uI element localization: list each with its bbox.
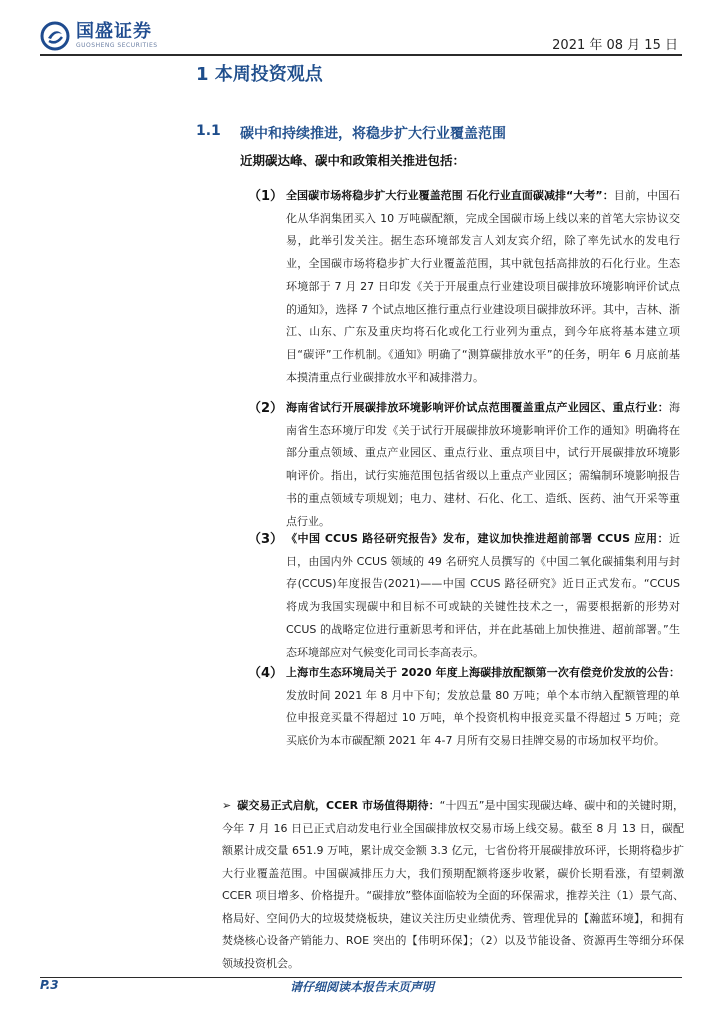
logo-icon: [40, 21, 70, 51]
item-text: 海南省生态环境厅印发《关于试行开展碳排放环境影响评价工作的通知》明确将在部分重点领域、重点产业园区、重点行业、重点项目中，试行开展碳排放环境影响评价。指出，试行实施范围包括省级以上重点产业园区；需编制环境影响报告书的重点领域专项规划；电力、建材、石化、化工、造纸、医药、油气开采等重点行业。: [286, 401, 680, 528]
item-number: （1）: [248, 189, 284, 204]
item-body: [286, 528, 680, 664]
item-title: 海南省试行开展碳排放环境影响评价试点范围覆盖重点产业园区、重点行业：: [286, 401, 669, 414]
item-text: 近日，由国内外 CCUS 领域的 49 名研究人员撰写的《中国二氧化碳捕集利用与封存(CCUS)年度报告(2021)——中国 CCUS 路径研究》近日正式发布。“CCUS 将成为我国实现碳中和目标不可或缺的关键性技术之一，需要根据新的形势对 CCUS 的战略定位进行重新思考和评估，并在此基础上加快推进、超前部署。”生态环境部应对气候变化司司长李高表示。: [286, 532, 680, 659]
item-body: [286, 662, 680, 753]
investment-summary: [222, 795, 684, 975]
item-body: [286, 185, 680, 389]
summary-title: 碳交易正式启航，CCER 市场值得期待：: [237, 799, 440, 812]
report-date: 2021 年 08 月 15 日: [552, 38, 678, 53]
lead-paragraph: 近期碳达峰、碳中和政策相关推进包括：: [240, 153, 466, 168]
summary-text: “十四五”是中国实现碳达峰、碳中和的关键时期，今年 7 月 16 日已正式启动发电行业全国碳排放权交易市场上线交易。截至 8 月 13 日，碳配额累计成交量 651.9 万吨，累计成交金额 3.3 亿元，七省份将开展碳排放环评，长期将稳步扩大行业覆盖范围。中国碳减排压力大，我们预期配额将逐步收紧，碳价长期看涨，有望刺激 CCER 项目增多、价格提升。“碳排放”整体面临较为全面的环保需求，推荐关注（1）景气高、格局好、空间仍大的垃圾焚烧板块，建议关注历史业绩优秀、管理优异的【瀚蓝环境】，和拥有焚烧核心设备产销能力、ROE 突出的【伟明环保】；（2）以及节能设备、资源再生等细分环保领域投资机会。: [222, 799, 684, 970]
item-title: 《中国 CCUS 路径研究报告》发布，建议加快推进超前部署 CCUS 应用：: [286, 532, 669, 545]
logo-name-en: GUOSHENG SECURITIES: [76, 42, 158, 49]
subsection-title: 碳中和持续推进，将稳步扩大行业覆盖范围: [240, 126, 506, 142]
item-text: 目前，中国石化从华润集团买入 10 万吨碳配额，完成全国碳市场上线以来的首笔大宗协议交易，此举引发关注。据生态环境部发言人刘友宾介绍，除了率先试水的发电行业，全国碳市场将稳步扩大行业覆盖范围，其中就包括高排放的石化行业。生态环境部于 7 月 27 日印发《关于开展重点行业建设项目碳排放环境影响评价试点的通知》，选择 7 个试点地区推行重点行业建设项目碳排放环评。其中，吉林、浙江、山东、广东及重庆均将石化或化工行业列为重点，到今年底将基本建立项目“碳评”工作机制。《通知》明确了“测算碳排放水平”的任务，明年 6 月底前基本摸清重点行业碳排放水平和减排潜力。: [286, 189, 681, 384]
logo-name-cn: 国盛证券: [76, 21, 152, 42]
item-number: （2）: [248, 401, 284, 416]
section-title: 1 本周投资观点: [196, 64, 323, 85]
item-title: 上海市生态环境局关于 2020 年度上海碳排放配额第一次有偿竞价发放的公告：: [286, 666, 680, 679]
footer-disclaimer: 请仔细阅读本报告末页声明: [289, 980, 434, 994]
item-title: 全国碳市场将稳步扩大行业覆盖范围 石化行业直面碳减排“大考”：: [286, 189, 614, 202]
arrow-bullet-icon: ➢: [222, 799, 232, 812]
subsection-number: 1.1: [196, 123, 221, 139]
page-header: [0, 0, 724, 58]
item-number: （4）: [248, 666, 284, 681]
item-text: 发放时间 2021 年 8 月中下旬；发放总量 80 万吨；单个本市纳入配额管理的单位申报竞买量不得超过 10 万吨，单个投资机构申报竞买量不得超过 5 万吨；竞买底价为本市碳配额 2021 年 4-7 月所有交易日挂牌交易的市场加权平均价。: [286, 688, 680, 748]
item-body: [286, 397, 680, 533]
header-divider: [40, 54, 682, 56]
item-number: （3）: [248, 532, 284, 547]
company-logo: [40, 18, 158, 54]
page-number: P.3: [40, 978, 59, 992]
